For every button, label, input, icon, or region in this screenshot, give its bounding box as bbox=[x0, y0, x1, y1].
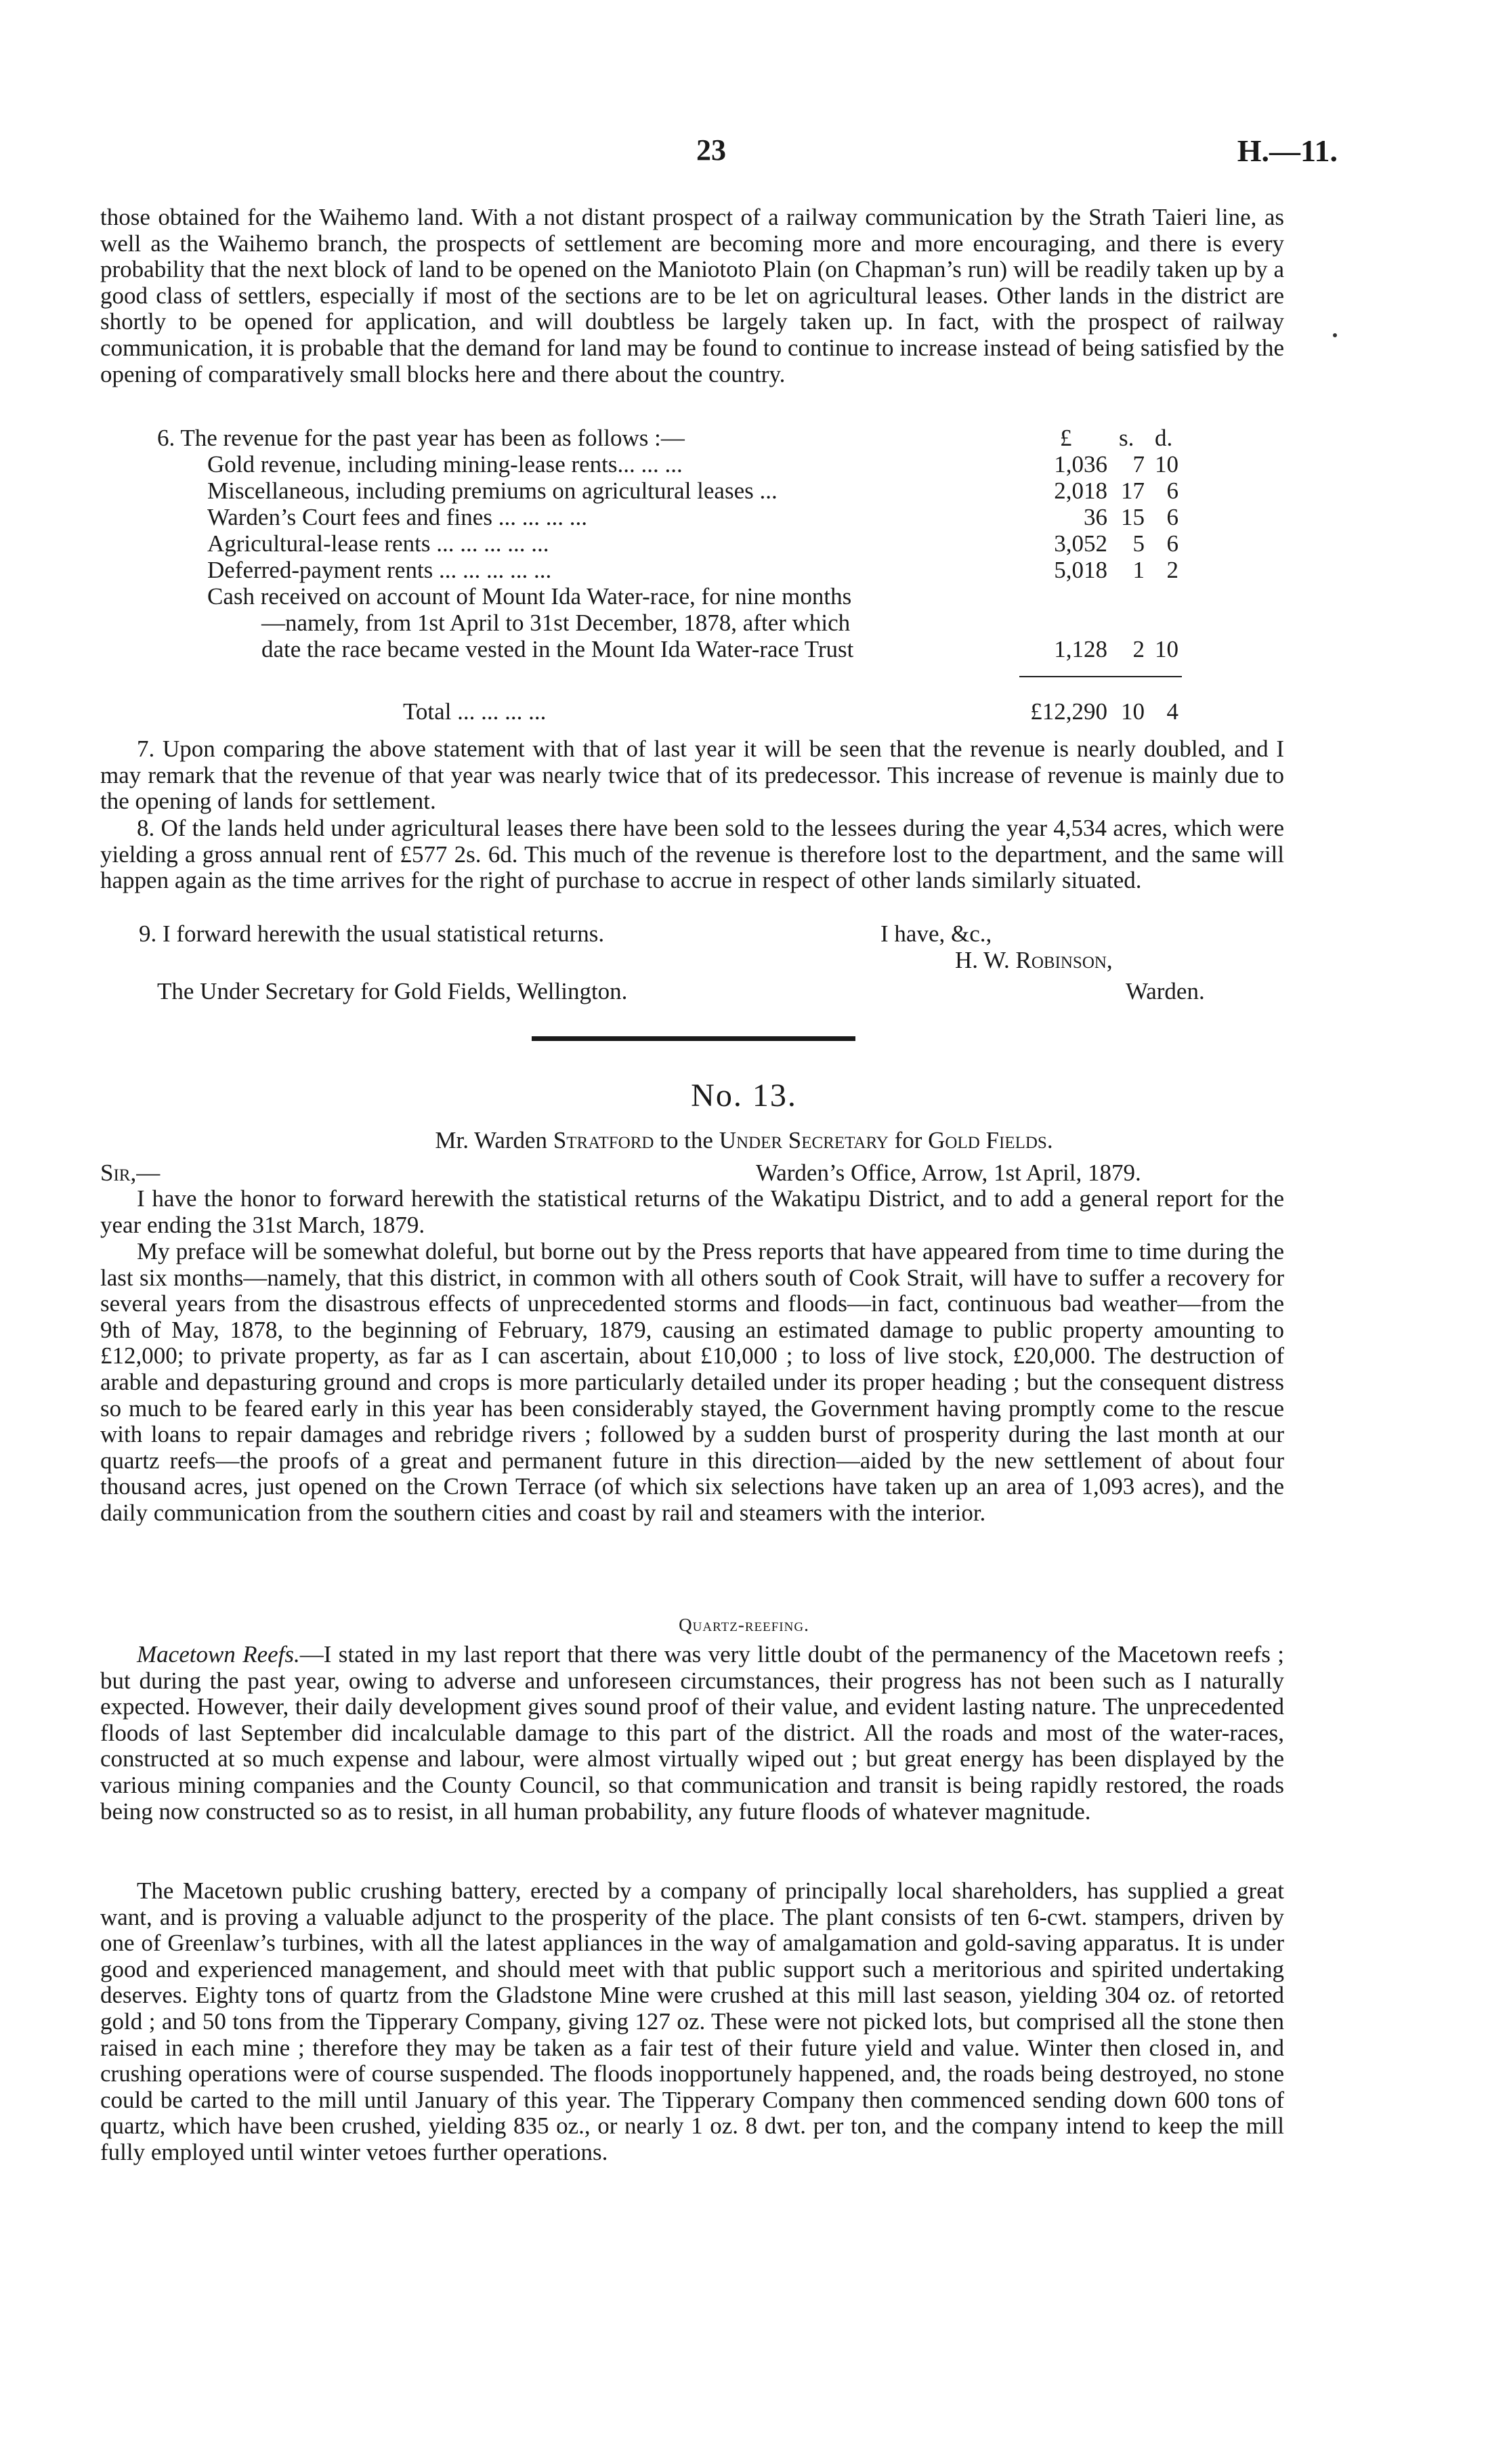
cash-shillings: 2 bbox=[1132, 636, 1145, 662]
macetown-lead: Macetown Reefs. bbox=[137, 1641, 300, 1668]
signoff-surname: Robinson, bbox=[1015, 947, 1113, 973]
section-divider bbox=[532, 1036, 855, 1041]
signoff-name bbox=[955, 947, 1113, 974]
revenue-row-label: Deferred-payment rents ... ... ... ... ... bbox=[207, 557, 552, 583]
revenue-row-shillings: 7 bbox=[1132, 451, 1145, 477]
paragraph-9: 9. I forward herewith the usual statistical returns. bbox=[139, 920, 605, 947]
total-pounds: £12,290 bbox=[1030, 698, 1107, 725]
col-header-pounds: £ bbox=[1060, 425, 1072, 451]
battery-paragraph: The Macetown public crushing battery, erected by a company of principally local shareholders, has supplied a great want, and is proving a valuable adjunct to the prosperity of the place. The plant consists of ten 6-cwt. stampers, driven by one of Greenlaw’s turbines, with all the latest appliances in the way of amalgamation and gold-saving apparatus. It is under good and experienced management, and should meet with that public support such a meritorious and spirited undertaking deserves. Eighty tons of quartz from the Gladstone Mine were crushed at this mill last season, yielding 304 oz. of retorted gold ; and 50 tons from the Tipperary Company, giving 127 oz. These were not picked lots, but comprised all the stone then raised in each mine ; therefore they may be taken as a fair test of their future yield and value. Winter then closed in, and crushing operations were of course suspended. The floods inopportunely happened, and, the roads being destroyed, no stone could be carted to the mill until January of this year. The Tipperary Company then commenced sending down 600 tons of quartz, which have been crushed, yielding 835 oz., or nearly 1 oz. 8 dwt. per ton, and the company intend to keep the mill fully employed until winter vetoes further operations. bbox=[100, 1877, 1284, 2165]
document-reference: H.—11. bbox=[1237, 133, 1338, 168]
letter-subtitle bbox=[0, 1127, 1488, 1154]
letter-to-word: to the bbox=[660, 1127, 713, 1153]
total-rule bbox=[1019, 676, 1182, 677]
col-header-pence: d. bbox=[1155, 425, 1173, 451]
letter-to-name: Under Secretary bbox=[719, 1127, 889, 1153]
revenue-row-pence: 6 bbox=[1166, 530, 1178, 557]
signoff-initials: H. W. bbox=[955, 947, 1010, 973]
revenue-row-shillings: 5 bbox=[1132, 530, 1145, 557]
letter-for-word: for bbox=[894, 1127, 922, 1153]
cash-pounds: 1,128 bbox=[1054, 636, 1107, 662]
cash-pence: 10 bbox=[1155, 636, 1178, 662]
revenue-row-pounds: 2,018 bbox=[1054, 477, 1107, 504]
macetown-paragraph bbox=[100, 1642, 1284, 1825]
revenue-row-pence: 10 bbox=[1155, 451, 1178, 477]
margin-mark bbox=[1333, 333, 1337, 337]
revenue-row-label: Gold revenue, including mining-lease rents... ... ... bbox=[207, 451, 683, 477]
letter-from-name: Stratford bbox=[553, 1127, 654, 1153]
revenue-row-pounds: 36 bbox=[1084, 504, 1107, 530]
letter-number: No. 13. bbox=[691, 1078, 797, 1113]
col-header-shillings: s. bbox=[1119, 425, 1134, 451]
revenue-intro: 6. The revenue for the past year has been as follows :— bbox=[157, 425, 685, 451]
section-heading: Quartz-reefing. bbox=[679, 1615, 809, 1635]
paragraph-7: 7. Upon comparing the above statement with that of last year it will be seen that the revenue is nearly doubled, and I may remark that the revenue of that year was nearly twice that of its predecessor. This increase of revenue is mainly due to the opening of lands for settlement. bbox=[100, 736, 1284, 815]
total-label: Total ... ... ... ... bbox=[403, 698, 547, 725]
signoff-addressee: The Under Secretary for Gold Fields, Wellington. bbox=[157, 978, 628, 1004]
revenue-row-pence: 2 bbox=[1166, 557, 1178, 583]
cash-line-2: —namely, from 1st April to 31st December, 1878, after which bbox=[261, 610, 851, 636]
letter-paragraph-2: My preface will be somewhat doleful, but borne out by the Press reports that have appeared from time to time during the last six months—namely, that this district, in common with all others south of Cook Strait, will have to suffer a recovery for several years from the disastrous effects of unprecedented storms and floods—in fact, continuous bad weather—from the 9th of May, 1878, to the beginning of February, 1879, causing an estimated damage to public property amounting to £12,000; to private property, as far as I can ascertain, about £10,000 ; to loss of live stock, £20,000. The destruction of arable and depasturing ground and crops is more particularly detailed under its proper heading ; but the consequent distress so much to be feared early in this year has been considerably stayed, the Government having promptly come to the rescue with loans to repair damages and rebridge rivers ; followed by a sudden burst of prosperity during the last month at our quartz reefs—the proofs of a great and permanent future in this direction—aided by the new settlement of about four thousand acres, just opened on the Crown Terrace (of which six selections have taken up an area of 1,093 acres), and the daily communication from the southern cities and coast by rail and steamers with the interior. bbox=[100, 1238, 1284, 1526]
signoff-title: Warden. bbox=[1126, 978, 1205, 1004]
cash-line-3: date the race became vested in the Mount Ida Water-race Trust bbox=[261, 636, 854, 662]
revenue-row-pence: 6 bbox=[1166, 504, 1178, 530]
letter-paragraph-1: I have the honor to forward herewith the statistical returns of the Wakatipu District, and to add a general report for the year ending the 31st March, 1879. bbox=[100, 1185, 1284, 1238]
place-date: Warden’s Office, Arrow, 1st April, 1879. bbox=[756, 1160, 1141, 1186]
cash-line-1: Cash received on account of Mount Ida Water-race, for nine months bbox=[207, 583, 852, 610]
signoff-i-have: I have, &c., bbox=[880, 920, 992, 947]
revenue-row-shillings: 17 bbox=[1121, 477, 1145, 504]
total-pence: 4 bbox=[1166, 698, 1178, 725]
intro-paragraph: those obtained for the Waihemo land. With a not distant prospect of a railway communication by the Strath Taieri line, as well as the Waihemo branch, the prospects of settlement are becoming more and more encouraging, and there is every probability that the next block of land to be opened on the Maniototo Plain (on Chapman’s run) will be readily taken up by a good class of settlers, especially if most of the sections are to be let on agricultural leases. Other lands in the district are shortly to be opened for application, and will doubtless be largely taken up. In fact, with the prospect of railway communication, it is probable that the demand for land may be found to continue to increase instead of being satisfied by the opening of comparatively small blocks here and there about the country. bbox=[100, 204, 1284, 387]
revenue-row-pounds: 5,018 bbox=[1054, 557, 1107, 583]
revenue-row-shillings: 1 bbox=[1132, 557, 1145, 583]
total-shillings: 10 bbox=[1121, 698, 1145, 725]
revenue-row-label: Miscellaneous, including premiums on agricultural leases ... bbox=[207, 477, 778, 504]
revenue-row-pence: 6 bbox=[1166, 477, 1178, 504]
page-number: 23 bbox=[696, 133, 726, 167]
salutation: Sir,— bbox=[100, 1160, 161, 1186]
paragraph-8: 8. Of the lands held under agricultural leases there have been sold to the lessees during the year 4,534 acres, which were yielding a gross annual rent of £577 2s. 6d. This much of the revenue is therefore lost to the department, and the same will happen again as the time arrives for the right of purchase to accrue in respect of other lands similarly situated. bbox=[100, 815, 1284, 894]
revenue-row-pounds: 3,052 bbox=[1054, 530, 1107, 557]
macetown-text: —I stated in my last report that there was very little doubt of the permanency of the Macetown reefs ; but during the past year, owing to adverse and unforeseen circumstances, their progress has not been such as I naturally expected. However, their daily development gives sound proof of their value, and evident lasting nature. The unprecedented floods of last September did incalculable damage to this part of the district. All the roads and most of the water-races, constructed at so much expense and labour, were almost virtually wiped out ; but great energy has been displayed by the various mining companies and the County Council, so that communication and transit is being rapidly restored, the roads being now constructed so as to resist, in all human probability, any future floods of whatever magnitude. bbox=[100, 1641, 1284, 1825]
revenue-row-label: Warden’s Court fees and fines ... ... ... ... bbox=[207, 504, 587, 530]
revenue-row-pounds: 1,036 bbox=[1054, 451, 1107, 477]
letter-from-prefix: Mr. Warden bbox=[435, 1127, 548, 1153]
revenue-row-label: Agricultural-lease rents ... ... ... ... ... bbox=[207, 530, 549, 557]
revenue-row-shillings: 15 bbox=[1121, 504, 1145, 530]
letter-dept: Gold Fields. bbox=[928, 1127, 1053, 1153]
